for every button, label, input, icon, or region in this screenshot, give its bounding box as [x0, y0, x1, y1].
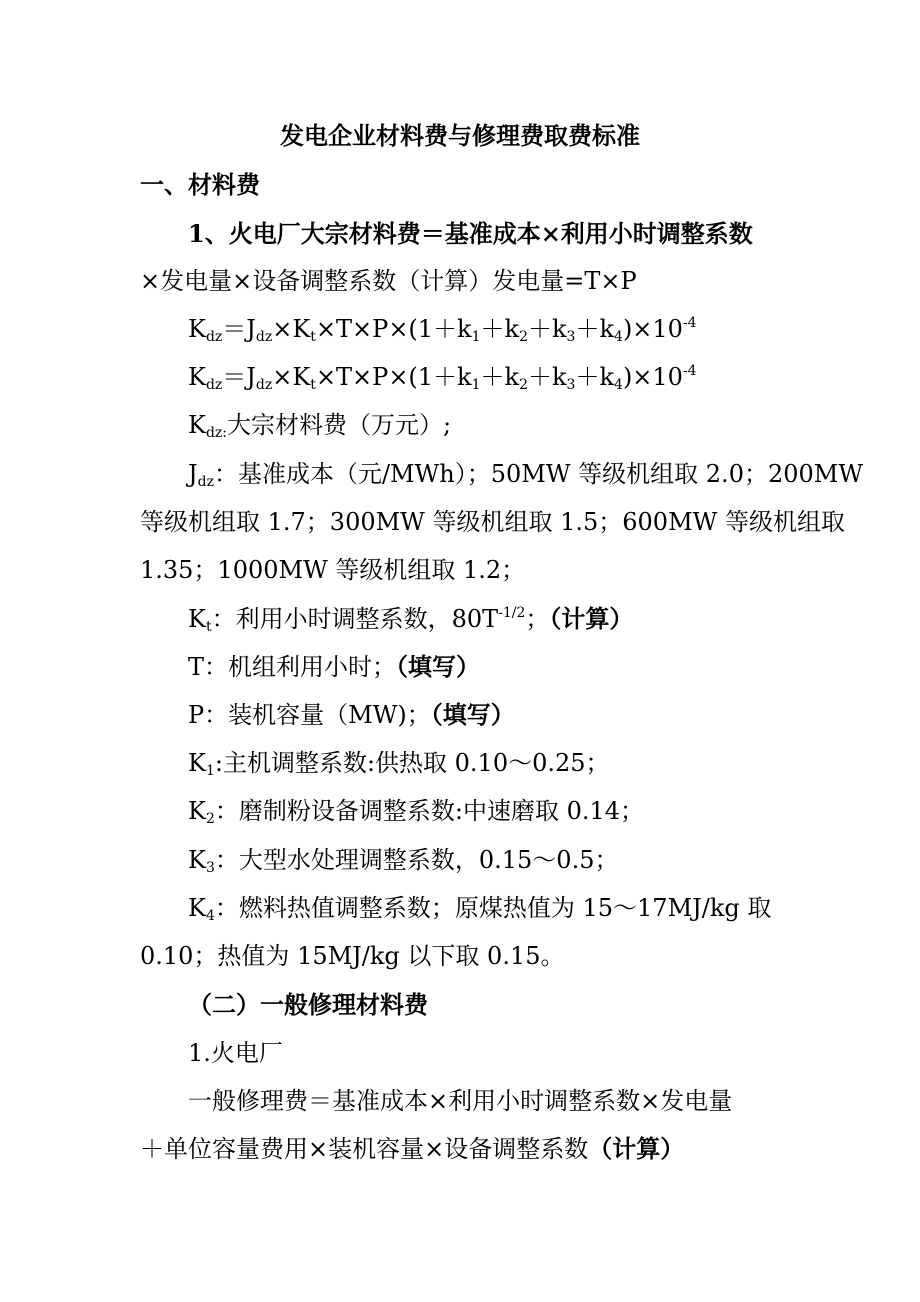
def-kt: $K_t$：利用小时调整系数，$80T^{-1/2}$；（计算） — [188, 604, 634, 635]
def-P: P：装机容量（MW)；（填写） — [188, 700, 515, 729]
def-k1: $K_1$:主机调整系数:供热取 0.10～0.25； — [188, 749, 610, 779]
def-T: T：机组利用小时；（填写） — [188, 652, 481, 681]
def-kdz: $K_{dz:}$大宗材料费（万元）; — [188, 411, 452, 441]
def-jdz-line2: 等级机组取 1.7；300MW 等级机组取 1.5；600MW 等级机组取 — [140, 508, 845, 536]
general-repair-formula-line2: ＋单位容量费用×装机容量×设备调整系数（计算） — [140, 1134, 685, 1163]
section-heading-materials: 一、材料费 — [140, 170, 260, 199]
bulk-material-formula-line2: ×发电量×设备调整系数（计算）发电量=T×P — [140, 267, 637, 295]
def-k2: $K_2$：磨制粉设备调整系数:中速磨取 0.14； — [188, 797, 645, 827]
def-k4-line2: 0.10；热值为 15MJ/kg 以下取 0.15。 — [140, 942, 565, 970]
subsection-thermal-plant: 1.火电厂 — [188, 1039, 283, 1067]
def-k3: $K_3$：大型水处理调整系数，0.15～0.5； — [188, 846, 619, 876]
formula-line-a: $K_{dz}=J_{dz}\times K_t\times T\times P\times(1+k_1+k_2+k_3+k_4)\times 10^{-4}$ — [188, 315, 697, 345]
general-repair-formula-line1: 一般修理费＝基准成本×利用小时调整系数×发电量 — [188, 1087, 733, 1115]
bulk-material-formula-line1: 1、火电厂大宗材料费＝基准成本×利用小时调整系数 — [188, 219, 753, 248]
section-heading-general-repair: （二）一般修理材料费 — [188, 990, 428, 1019]
def-jdz-line1: $J_{dz}$：基准成本（元/MWh）；50MW 等级机组取 2.0；200MW — [188, 460, 864, 490]
def-k4-line1: $K_4$：燃料热值调整系数；原煤热值为 15～17MJ/kg 取 — [188, 894, 772, 924]
def-jdz-line3: 1.35；1000MW 等级机组取 1.2； — [140, 556, 526, 584]
document-title: 发电企业材料费与修理费取费标准 — [280, 121, 640, 150]
formula-line-b: $K_{dz}=J_{dz}\times K_t\times T\times P\times(1+k_1+k_2+k_3+k_4)\times 10^{-4}$ — [188, 363, 697, 393]
